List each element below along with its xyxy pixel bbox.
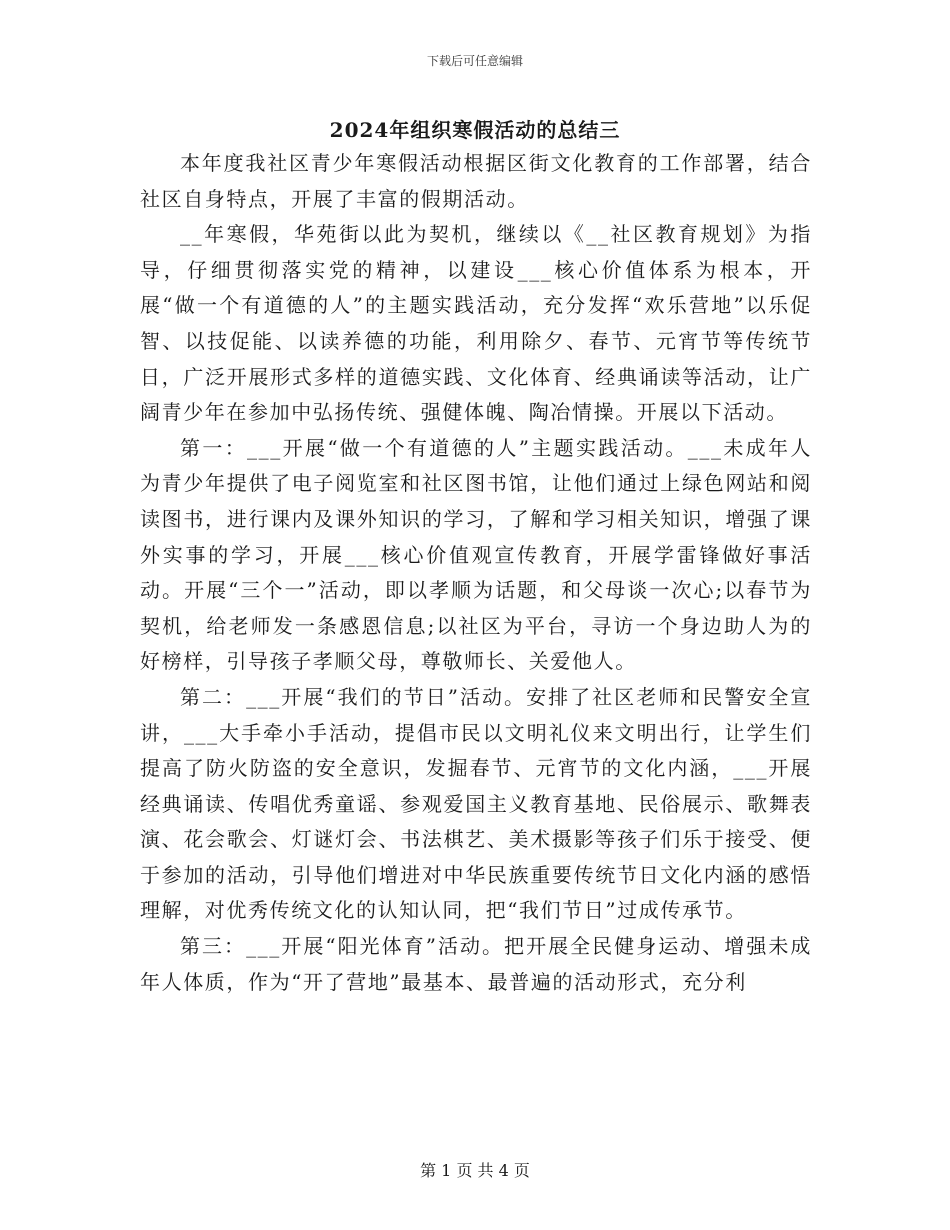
header-note: 下载后可任意编辑 [426, 54, 523, 68]
paragraph-overview: __年寒假，华苑街以此为契机，继续以《__社区教育规划》为指导，仔细贯彻落实党的精神，以建设___核心价值体系为根本，开展“做一个有道德的人”的主题实践活动，充分发挥“欢乐营地”以乐促智、以技促能、以读养德的功能，利用除夕、春节、元宵节等传统节日，广泛开展形式多样的道德实践、文化体育、经典诵读等活动，让广阔青少年在参加中弘扬传统、强健体魄、陶冶情操。开展以下活动。 [140, 222, 812, 425]
paragraph-intro: 本年度我社区青少年寒假活动根据区街文化教育的工作部署，结合社区自身特点，开展了丰富的假期活动。 [140, 151, 812, 211]
paragraph-second-activity: 第二：___开展“我们的节日”活动。安排了社区老师和民警安全宣讲，___大手牵小手活动，提倡市民以文明礼仪来文明出行，让学生们提高了防火防盗的安全意识，发掘春节、元宵节的文化内涵，___开展经典诵读、传唱优秀童谣、参观爱国主义教育基地、民俗展示、歌舞表演、花会歌会、灯谜灯会、书法棋艺、美术摄影等孩子们乐于接受、便于参加的活动，引导他们增进对中华民族重要传统节日文化内涵的感悟理解，对优秀传统文化的认知认同，把“我们节日”过成传承节。 [140, 684, 812, 923]
paragraph-first-activity: 第一：___开展“做一个有道德的人”主题实践活动。___未成年人为青少年提供了电子阅览室和社区图书馆，让他们通过上绿色网站和阅读图书，进行课内及课外知识的学习，了解和学习相关知识，增强了课外实事的学习，开展___核心价值观宣传教育，开展学雷锋做好事活动。开展“三个一”活动，即以孝顺为话题，和父母谈一次心;以春节为契机，给老师发一条感恩信息;以社区为平台，寻访一个身边助人为的好榜样，引导孩子孝顺父母，尊敬师长、关爱他人。 [140, 435, 812, 674]
document-title: 2024年组织寒假活动的总结三 [329, 118, 621, 142]
paragraph-third-activity: 第三：___开展“阳光体育”活动。把开展全民健身运动、增强未成年人体质，作为“开了营地”最基本、最普遍的活动形式，充分利 [140, 934, 812, 994]
document-body [140, 146, 812, 1000]
page-footer: 第 1 页 共 4 页 [420, 1161, 530, 1180]
